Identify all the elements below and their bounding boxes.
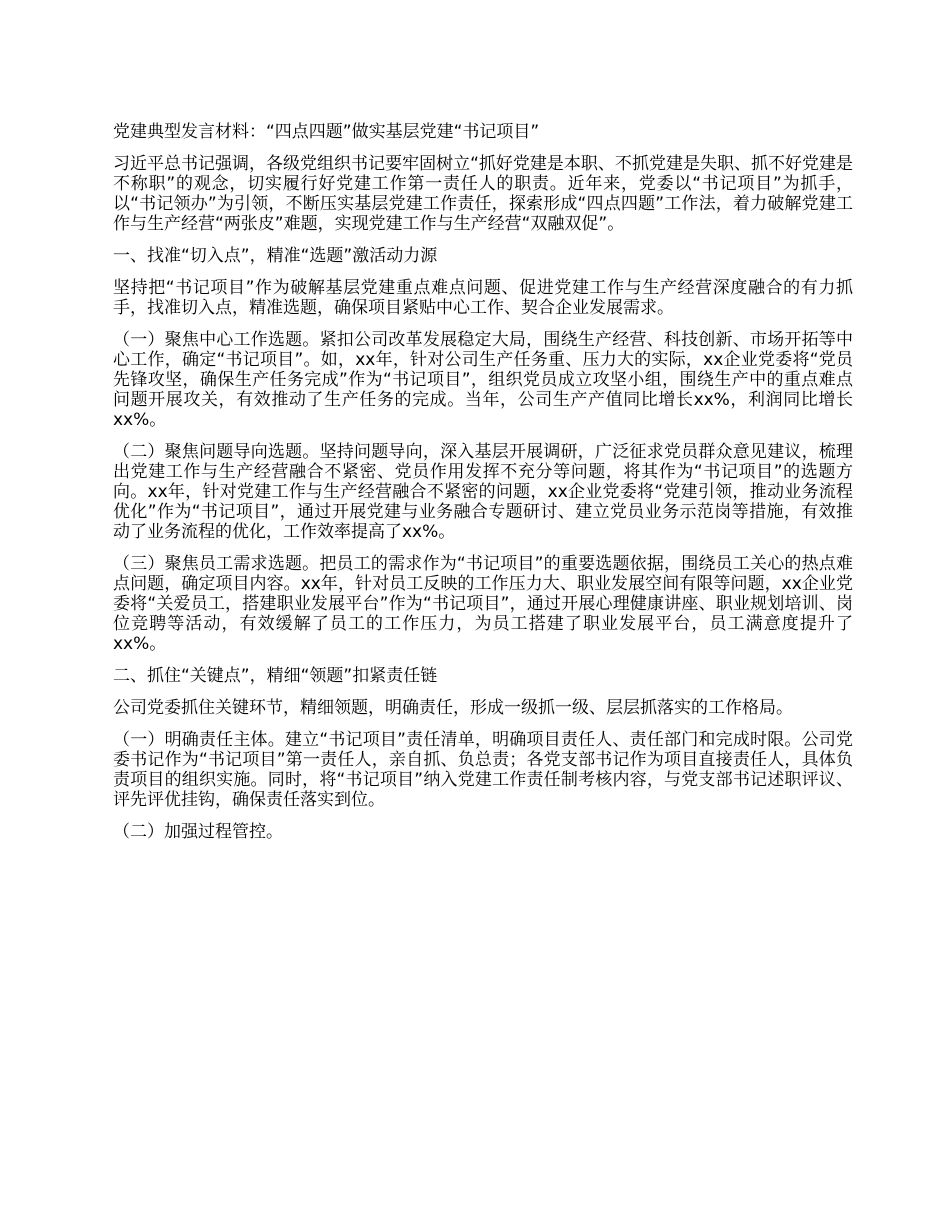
section-heading-2: 二、抓住“关键点”，精细“领题”扣紧责任链 [113, 666, 438, 686]
document-page [113, 122, 853, 854]
intro-paragraph: 习近平总书记强调，各级党组织书记要牢固树立“抓好党建是本职、不抓党建是失职、抓不好党建是不称职”的观念，切实履行好党建工作第一责任人的职责。近年来，党委以“书记项目”为抓手，以“书记领办”为引领，不断压实基层党建工作责任，探索形成“四点四题”工作法，着力破解党建工作与生产经营“两张皮”难题，实现党建工作与生产经营“双融双促”。 [113, 154, 853, 234]
section-2-item-1-paragraph: （一）明确责任主体。建立“书记项目”责任清单，明确项目责任人、责任部门和完成时限。公司党委书记作为“书记项目”第一责任人，亲自抓、负总责；各党支部书记作为项目直接责任人，具体负责项目的组织实施。同时，将“书记项目”纳入党建工作责任制考核内容，与党支部书记述职评议、评先评优挂钩，确保责任落实到位。 [113, 730, 853, 810]
section-1-item-1-paragraph: （一）聚焦中心工作选题。紧扣公司改革发展稳定大局，围绕生产经营、科技创新、市场开拓等中心工作，确定“书记项目”。如，xx年，针对公司生产任务重、压力大的实际，xx企业党委将“党员先锋攻坚，确保生产任务完成”作为“书记项目”，组织党员成立攻坚小组，围绕生产中的重点难点问题开展攻关，有效推动了生产任务的完成。当年，公司生产产值同比增长xx%，利润同比增长xx%。 [113, 330, 853, 430]
section-1-intro-paragraph: 坚持把“书记项目”作为破解基层党建重点难点问题、促进党建工作与生产经营深度融合的有力抓手，找准切入点，精准选题，确保项目紧贴中心工作、契合企业发展需求。 [113, 278, 853, 318]
section-2-intro-paragraph: 公司党委抓住关键环节，精细领题，明确责任，形成一级抓一级、层层抓落实的工作格局。 [113, 698, 793, 718]
section-heading-1: 一、找准“切入点”，精准“选题”激活动力源 [113, 246, 438, 266]
section-1-item-3-paragraph: （三）聚焦员工需求选题。把员工的需求作为“书记项目”的重要选题依据，围绕员工关心的热点难点问题，确定项目内容。xx年，针对员工反映的工作压力大、职业发展空间有限等问题，xx企业党委将“关爱员工，搭建职业发展平台”作为“书记项目”，通过开展心理健康讲座、职业规划培训、岗位竞聘等活动，有效缓解了员工的工作压力，为员工搭建了职业发展平台，员工满意度提升了xx%。 [113, 554, 853, 654]
section-1-item-2-paragraph: （二）聚焦问题导向选题。坚持问题导向，深入基层开展调研，广泛征求党员群众意见建议，梳理出党建工作与生产经营融合不紧密、党员作用发挥不充分等问题，将其作为“书记项目”的选题方向。xx年，针对党建工作与生产经营融合不紧密的问题，xx企业党委将“党建引领，推动业务流程优化”作为“书记项目”，通过开展党建与业务融合专题研讨、建立党员业务示范岗等措施，有效推动了业务流程的优化，工作效率提高了xx%。 [113, 442, 853, 542]
section-2-item-2-paragraph: （二）加强过程管控。 [113, 822, 283, 842]
document-title: 党建典型发言材料：“四点四题”做实基层党建“书记项目” [113, 122, 540, 142]
